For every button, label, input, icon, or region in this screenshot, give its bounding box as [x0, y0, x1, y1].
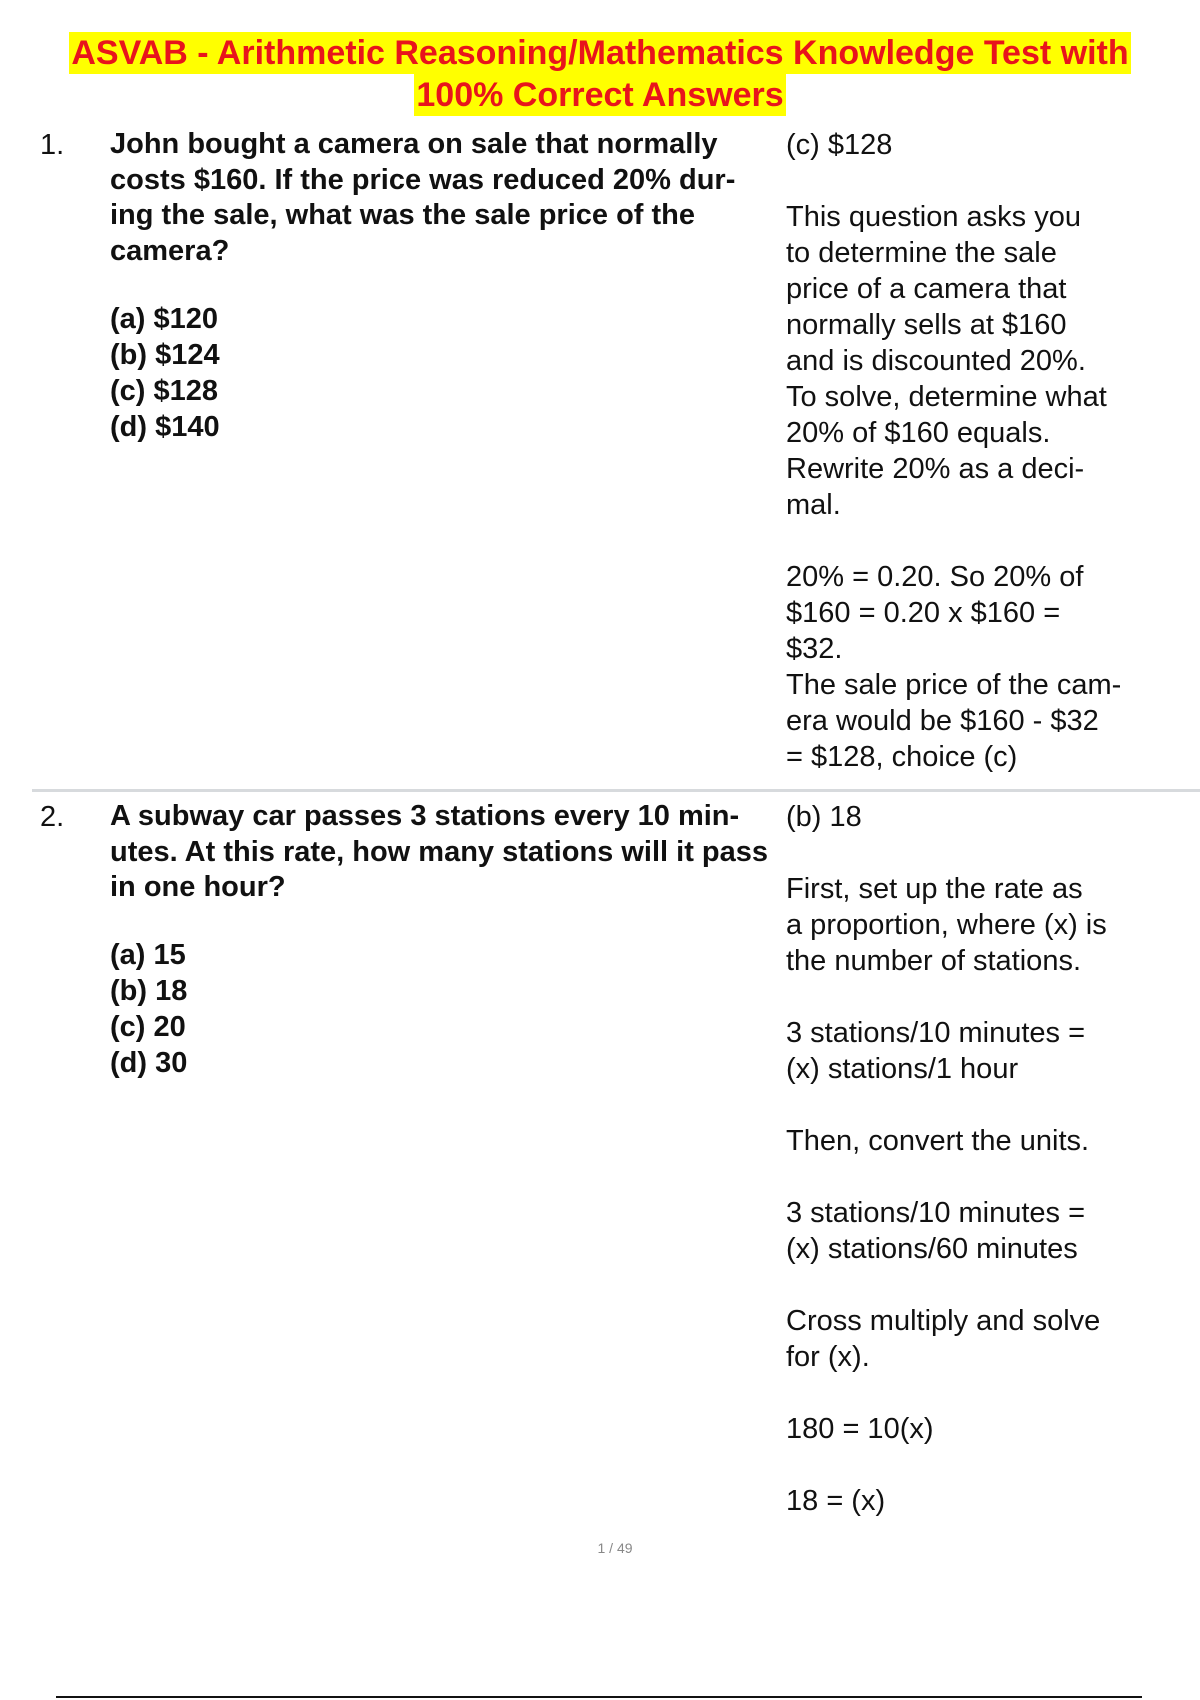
- title-line-1: ASVAB - Arithmetic Reasoning/Mathematics Knowledge Test with: [71, 34, 1129, 72]
- question-text-line: A subway car passes 3 stations every 10 min-: [110, 800, 740, 832]
- title-line-2: 100% Correct Answers: [416, 76, 784, 114]
- question-text-line: ing the sale, what was the sale price of the: [110, 199, 695, 231]
- spacer: [786, 163, 1166, 199]
- question-text-line: utes. At this rate, how many stations will it pass: [110, 835, 769, 868]
- explanation-line: $160 = 0.20 x $160 =: [786, 597, 1061, 629]
- choice-a: (a) 15: [110, 939, 186, 971]
- explanation-line: 20% of $160 equals.: [786, 417, 1051, 449]
- explanation-line: Cross multiply and solve: [786, 1305, 1101, 1337]
- explanation-line: 18 = (x): [786, 1485, 886, 1517]
- question-text-line: John bought a camera on sale that normally: [110, 128, 718, 160]
- spacer: [786, 523, 1166, 559]
- explanation-line: $32.: [786, 633, 843, 665]
- explanation-line: To solve, determine what: [786, 381, 1107, 413]
- choice-a: (a) $120: [110, 303, 219, 335]
- explanation-line: 3 stations/10 minutes =: [786, 1017, 1086, 1049]
- spacer: [786, 1159, 1166, 1195]
- question-number: 1.: [40, 129, 65, 161]
- explanation-line: for (x).: [786, 1341, 870, 1373]
- answer-choices: [110, 937, 187, 1081]
- spacer: [786, 979, 1166, 1015]
- choice-b: (b) $124: [110, 339, 220, 371]
- spacer: [786, 1375, 1166, 1411]
- question-text-line: in one hour?: [110, 871, 286, 903]
- explanation-line: and is discounted 20%.: [786, 345, 1086, 377]
- spacer: [786, 835, 1166, 871]
- explanation-line: to determine the sale: [786, 237, 1057, 269]
- explanation-line: 3 stations/10 minutes =: [786, 1197, 1086, 1229]
- choice-c: (c) $128: [110, 375, 219, 407]
- explanation-line: Rewrite 20% as a deci-: [786, 453, 1085, 485]
- explanation-line: the number of stations.: [786, 945, 1081, 977]
- footer-rule: [56, 1696, 1142, 1698]
- explanation-line: a proportion, where (x) is: [786, 909, 1107, 941]
- answer-choices: [110, 301, 220, 445]
- explanation-line: This question asks you: [786, 201, 1081, 233]
- page-number: 1 / 49: [597, 1540, 633, 1556]
- explanation-line: First, set up the rate as: [786, 873, 1083, 905]
- explanation-line: = $128, choice (c): [786, 741, 1018, 773]
- choice-d: (d) 30: [110, 1047, 188, 1079]
- explanation-line: mal.: [786, 489, 841, 521]
- spacer: [786, 1447, 1166, 1483]
- explanation-line: normally sells at $160: [786, 309, 1067, 341]
- question-divider: [32, 789, 1200, 792]
- question-text-line: camera?: [110, 234, 230, 267]
- spacer: [786, 1087, 1166, 1123]
- answer-explanation-2: [786, 799, 1166, 1519]
- document-title: [0, 32, 1200, 116]
- question-text-line: costs $160. If the price was reduced 20% dur-: [110, 163, 736, 196]
- spacer: [786, 1267, 1166, 1303]
- explanation-line: price of a camera that: [786, 273, 1067, 305]
- correct-answer: (b) 18: [786, 801, 862, 833]
- question-number: 2.: [40, 801, 65, 833]
- explanation-line: (x) stations/1 hour: [786, 1053, 1019, 1085]
- explanation-line: 20% = 0.20. So 20% of: [786, 561, 1084, 593]
- explanation-line: 180 = 10(x): [786, 1413, 934, 1445]
- choice-b: (b) 18: [110, 975, 188, 1007]
- choice-d: (d) $140: [110, 411, 220, 443]
- explanation-line: (x) stations/60 minutes: [786, 1233, 1078, 1265]
- answer-explanation-1: [786, 127, 1166, 775]
- question-text: [110, 127, 845, 269]
- question-text: [110, 799, 845, 906]
- correct-answer: (c) $128: [786, 129, 893, 161]
- explanation-line: Then, convert the units.: [786, 1125, 1090, 1157]
- explanation-line: The sale price of the cam-: [786, 669, 1122, 701]
- explanation-line: era would be $160 - $32: [786, 705, 1099, 737]
- choice-c: (c) 20: [110, 1011, 186, 1043]
